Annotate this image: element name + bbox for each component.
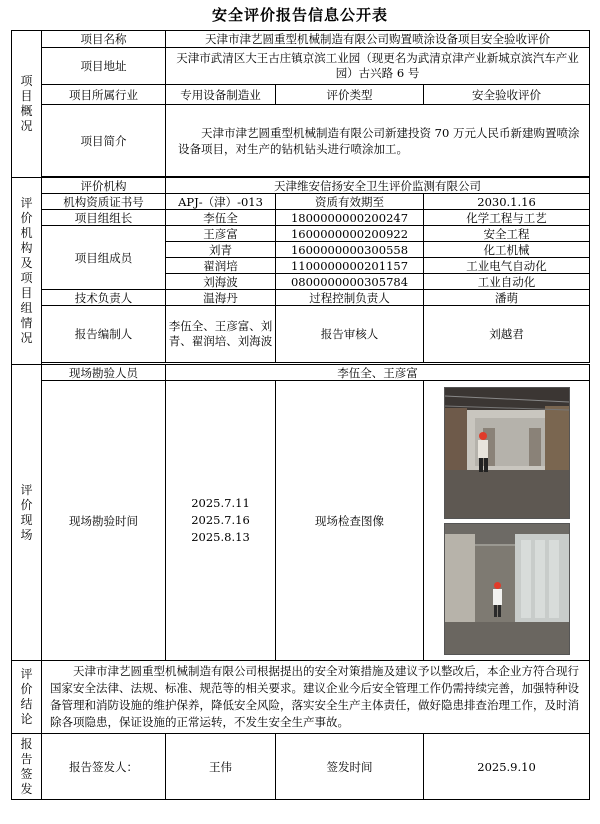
leader-major: 化学工程与工艺 [424,210,590,226]
site-staff-label: 现场勘验人员 [42,365,166,381]
writers-label: 报告编制人 [42,306,166,363]
project-intro: 天津市津艺圆重型机械制造有限公司新建投资 70 万元人民币新建购置喷涂设备项目，对生产的钻机钻头进行喷涂加工。 [166,105,590,177]
cert-label: 机构资质证书号 [42,194,166,210]
eval-type-label: 评价类型 [276,85,424,105]
industry-value: 专用设备制造业 [166,85,276,105]
section-conclusion: 评价结论 [12,661,42,734]
leader-id: 1800000000200247 [276,210,424,226]
conclusion-text: 天津市津艺圆重型机械制造有限公司根据提出的安全对策措施及建议予以整改后，本企业方符合现行国家安全法律、法规、标准、规范等的相关要求。建议企业今后安全管理工作仍需持续完善，加强特种设备管理和消防设施的维护保养，降低安全风险，落实安全生产主体责任，做好隐患排查治理工作，及时消除各项隐患，保证设施的正常运转，不发生安全生产事故。 [42,661,590,734]
site-date: 2025.8.13 [191,530,250,544]
cert-number: APJ-（津）-013 [166,194,276,210]
member-name: 王彦富 [166,226,276,242]
writers-names: 李伍全、王彦富、刘青、翟润培、刘海波 [166,306,276,363]
member-id: 1100000000201157 [276,258,424,274]
member-name: 翟润培 [166,258,276,274]
sign-time-label: 签发时间 [276,734,424,800]
signer-label: 报告签发人： [42,734,166,800]
industry-label: 项目所属行业 [42,85,166,105]
process-lead-name: 潘萌 [424,290,590,306]
workshop-photo-image [445,388,569,518]
reviewer-name: 刘越君 [424,306,590,363]
intro-label: 项目简介 [42,105,166,177]
site-dates [166,381,276,661]
signer-name: 王伟 [166,734,276,800]
tech-lead-label: 技术负责人 [42,290,166,306]
member-major: 化工机械 [424,242,590,258]
site-time-label: 现场勘验时间 [42,381,166,661]
section-sign: 报告签发 [12,734,42,800]
member-id: 1600000000200922 [276,226,424,242]
site-image-label: 现场检查图像 [276,381,424,661]
section-site: 评价现场 [12,365,42,661]
member-name: 刘海波 [166,274,276,290]
site-staff: 李伍全、王彦富 [166,365,590,381]
project-name: 天津市津艺圆重型机械制造有限公司购置喷涂设备项目安全验收评价 [166,31,590,48]
sign-time: 2025.9.10 [424,734,590,800]
leader-label: 项目组组长 [42,210,166,226]
tech-lead-name: 温海丹 [166,290,276,306]
booth-photo-image [445,524,569,654]
leader-name: 李伍全 [166,210,276,226]
site-photo-1 [444,387,570,519]
site-photos [424,381,590,661]
member-id: 0800000000305784 [276,274,424,290]
member-id: 1600000000300558 [276,242,424,258]
members-label: 项目组成员 [42,226,166,290]
section-agency: 评价机构及项目组情况 [12,178,42,365]
valid-label: 资质有效期至 [276,194,424,210]
org-name: 天津维安信扬安全卫生评价监测有限公司 [166,178,590,194]
project-address-label: 项目地址 [42,48,166,85]
disclosure-table [11,30,590,800]
section-overview: 项目概况 [12,31,42,178]
reviewer-label: 报告审核人 [276,306,424,363]
site-date: 2025.7.11 [191,496,250,510]
org-label: 评价机构 [42,178,166,194]
member-major: 工业电气自动化 [424,258,590,274]
project-name-label: 项目名称 [42,31,166,48]
process-lead-label: 过程控制负责人 [276,290,424,306]
member-name: 刘青 [166,242,276,258]
member-major: 工业自动化 [424,274,590,290]
member-major: 安全工程 [424,226,590,242]
valid-date: 2030.1.16 [424,194,590,210]
page-title: 安全评价报告信息公开表 [211,6,388,24]
site-date: 2025.7.16 [191,513,250,527]
project-address: 天津市武清区大王古庄镇京滨工业园（现更名为武清京津产业新城京滨汽车产业园）古兴路 6 号 [166,48,590,85]
site-photo-2 [444,523,570,655]
eval-type-value: 安全验收评价 [424,85,590,105]
